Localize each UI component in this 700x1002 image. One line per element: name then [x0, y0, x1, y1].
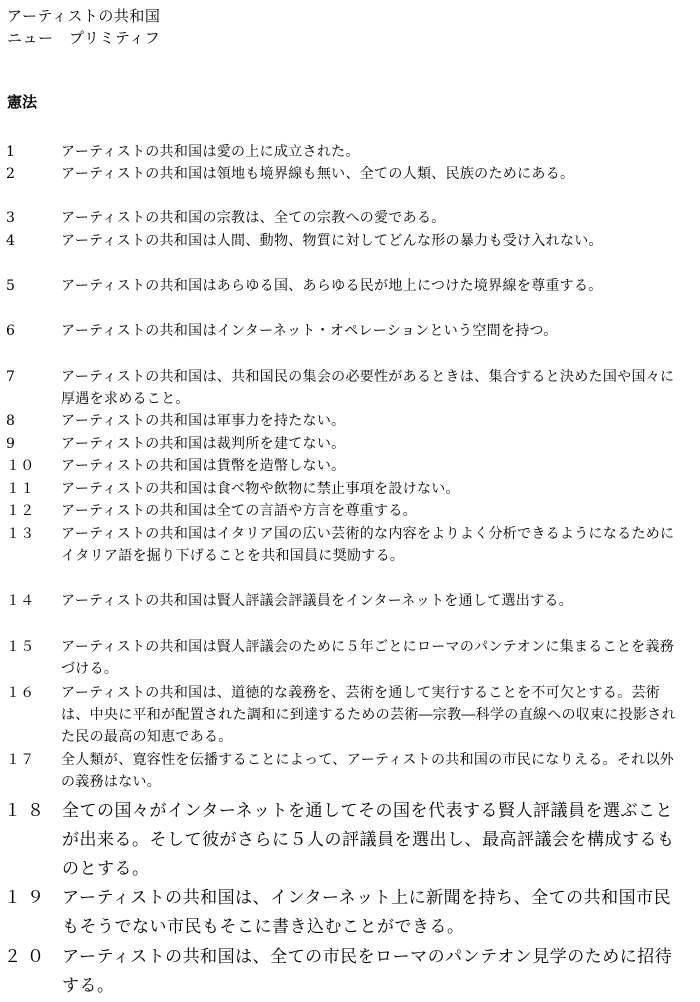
article-19	[0, 884, 688, 942]
article-text: アーティストの共和国は賢人評議会のために５年ごとにローマのパンテオンに集まることを義務づける。	[61, 639, 675, 677]
article-text: アーティストの共和国の宗教は、全ての宗教への愛である。	[61, 210, 446, 226]
article-text: アーティストの共和国は全ての言語や方言を尊重する。	[61, 503, 417, 519]
article-15	[0, 636, 676, 680]
article-text: 全ての国々がインターネットを通してその国を代表する賢人評議員を選ぶことが出来る。そして彼がさらに５人の評議員を選出し、最高評議会を構成するものとする。	[62, 801, 675, 879]
article-text: アーティストの共和国は、全ての市民をローマのパンテオン見学のために招待する。	[62, 947, 673, 996]
article-text: アーティストの共和国は賢人評議会評議員をインターネットを通して選出する。	[61, 593, 573, 609]
article-number: １７	[6, 752, 35, 768]
article-18	[0, 797, 688, 884]
article-number: １５	[6, 639, 35, 655]
article-number: 6	[6, 323, 16, 339]
article-number: 5	[6, 278, 16, 294]
article-11	[0, 478, 676, 500]
article-4	[0, 230, 676, 252]
article-text: アーティストの共和国は人間、動物、物質に対してどんな形の暴力も受け入れない。	[61, 233, 603, 249]
article-text: 全人類が、寛容性を伝播することによって、アーティストの共和国の市民になりえる。それ以外の義務はない。	[61, 752, 675, 790]
article-number: １６	[6, 685, 35, 701]
document-title: アーティストの共和国	[7, 7, 161, 25]
article-2	[0, 163, 676, 185]
article-number: 9	[6, 436, 16, 452]
article-text: アーティストの共和国は貨幣を造幣しない。	[61, 458, 346, 474]
article-20	[0, 943, 688, 1001]
article-16	[0, 682, 676, 748]
article-number: ２０	[4, 947, 50, 967]
article-number: １９	[4, 888, 50, 908]
article-13	[0, 523, 676, 567]
article-number: １４	[6, 593, 35, 609]
document-subtitle: ニュー プリミティフ	[7, 29, 161, 47]
article-text: アーティストの共和国は、共和国民の集会の必要性があるときは、集合すると決めた国や国々に厚遇を求めること。	[61, 369, 675, 407]
article-text: アーティストの共和国は、道徳的な義務を、芸術を通して実行することを不可欠とする。芸術は、中央に平和が配置された調和に到達するための芸術―宗教―科学の直線への収束に投影された民の最高の知恵である。	[61, 685, 676, 745]
article-number: 7	[6, 369, 16, 385]
article-number: 2	[6, 166, 16, 182]
article-12	[0, 500, 676, 522]
article-number: １３	[6, 526, 35, 542]
article-5	[0, 275, 676, 297]
article-17	[0, 749, 676, 793]
article-text: アーティストの共和国はあらゆる国、あらゆる民が地上につけた境界線を尊重する。	[61, 278, 603, 294]
article-number: 3	[6, 210, 16, 226]
article-text: アーティストの共和国は、インターネット上に新聞を持ち、全ての共和国市民もそうでない市民もそこに書き込むことができる。	[62, 888, 672, 937]
article-text: アーティストの共和国は裁判所を建てない。	[61, 436, 346, 452]
article-number: １１	[6, 481, 35, 497]
article-text: アーティストの共和国は軍事力を持たない。	[61, 413, 346, 429]
article-10	[0, 455, 676, 477]
article-number: 8	[6, 413, 16, 429]
article-3	[0, 207, 676, 229]
article-number: １８	[4, 801, 50, 821]
article-1	[0, 141, 676, 163]
article-8	[0, 410, 676, 432]
article-text: アーティストの共和国は食べ物や飲物に禁止事項を設けない。	[61, 481, 460, 497]
article-number: 4	[6, 233, 16, 249]
article-text: アーティストの共和国はイタリア国の広い芸術的な内容をよりよく分析できるようになるためにイタリア語を掘り下げることを共和国員に奨励する。	[61, 526, 675, 564]
article-text: アーティストの共和国は領地も境界線も無い、全ての人類、民族のためにある。	[61, 166, 575, 182]
article-6	[0, 320, 676, 342]
article-number: 1	[6, 144, 16, 160]
article-text: アーティストの共和国はインターネット・オペレーションという空間を持つ。	[61, 323, 558, 339]
article-number: １０	[6, 458, 35, 474]
article-9	[0, 433, 676, 455]
article-7	[0, 366, 676, 410]
article-text: アーティストの共和国は愛の上に成立された。	[61, 144, 360, 160]
article-14	[0, 590, 676, 612]
section-heading: 憲法	[7, 93, 38, 111]
article-number: １２	[6, 503, 35, 519]
